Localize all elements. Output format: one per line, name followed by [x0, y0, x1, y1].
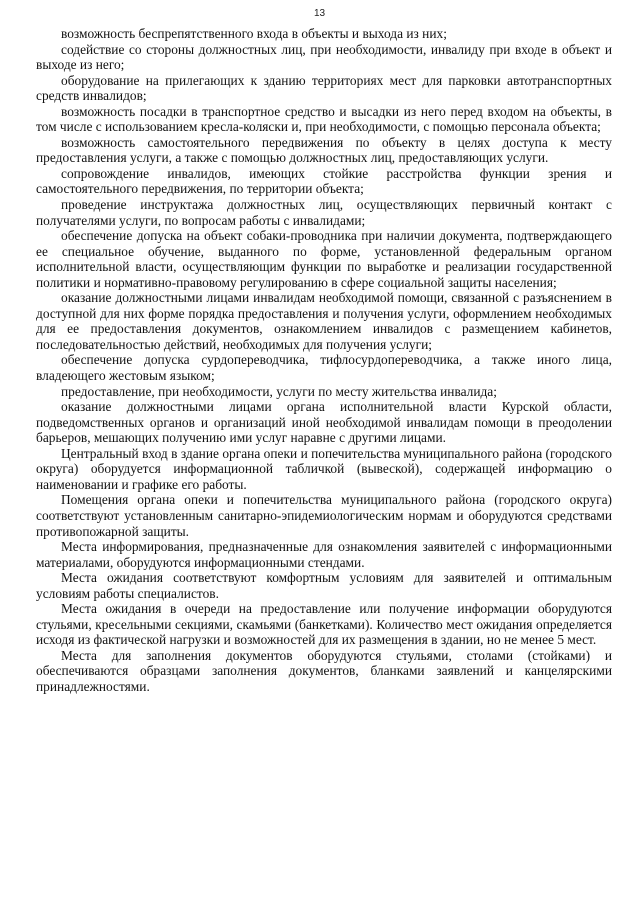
paragraph: возможность беспрепятственного входа в объекты и выхода из них;: [61, 26, 447, 41]
paragraph: оказание должностными лицами инвалидам необходимой помощи, связанной с разъяснением в доступной для них форме порядка предоставления и получения услуги, оформлением необходимых для ее предоставления документов, ознакомлением инвалидов с размещением кабинетов, последовательностью действий, необходимых для получения услуги;: [36, 290, 612, 352]
paragraph: Места ожидания соответствуют комфортным условиям для заявителей и оптимальным условиям работы специалистов.: [36, 570, 612, 601]
paragraph: оказание должностными лицами органа исполнительной власти Курской области, подведомственных органов и организаций иной необходимой инвалидам помощи в преодолении барьеров, мешающих получению ими услуг наравне с другими лицами.: [36, 399, 612, 446]
paragraph: Места информирования, предназначенные для ознакомления заявителей с информационными материалами, оборудуются информационными стендами.: [36, 539, 612, 570]
paragraph: предоставление, при необходимости, услуги по месту жительства инвалида;: [61, 383, 497, 399]
paragraph: проведение инструктажа должностных лиц, осуществляющих первичный контакт с получателями услуги, по вопросам работы с инвалидами;: [36, 197, 612, 228]
paragraph: возможность самостоятельного передвижения по объекту в целях доступа к месту предоставления услуги, а также с помощью должностных лиц, предоставляющих услуги.: [36, 134, 612, 166]
paragraph: содействие со стороны должностных лиц, при необходимости, инвалиду при входе в объект и выходе из него;: [36, 41, 612, 73]
paragraph: Помещения органа опеки и попечительства муниципального района (городского округа) соответствуют установленным санитарно-эпидемиологическим нормам и оборудуются средствами противопожарной защиты.: [36, 492, 612, 539]
paragraph: обеспечение допуска сурдопереводчика, тифлосурдопереводчика, а также иного лица, владеющего жестовым языком;: [36, 352, 612, 384]
paragraph: оборудование на прилегающих к зданию территориях мест для парковки автотранспортных средств инвалидов;: [36, 72, 612, 104]
page-number: 13: [313, 8, 326, 19]
paragraph: Места ожидания в очереди на предоставление или получение информации оборудуются стульями, кресельными секциями, скамьями (банкетками). Количество мест ожидания определяется исходя из фактической нагрузки и возможностей для их размещения в здании, но не менее 5 мест.: [36, 601, 612, 648]
paragraph: Центральный вход в здание органа опеки и попечительства муниципального района (городского округа) оборудуется информационной табличкой (вывеской), содержащей информацию о наименовании и графике его работы.: [36, 445, 612, 492]
paragraph: обеспечение допуска на объект собаки-проводника при наличии документа, подтверждающего ее специальное обучение, выданного по форме, установленной федеральным органом исполнительной власти, осуществляющим функции по выработке и реализации государственной политики и нормативно-правовому регулированию в сфере социальной защиты населения;: [36, 228, 612, 290]
paragraph: возможность посадки в транспортное средство и высадки из него перед входом на объекты, в том числе с использованием кресла-коляски и, при необходимости, с помощью персонала объекта;: [36, 103, 612, 135]
document-body: [36, 26, 612, 695]
paragraph: сопровождение инвалидов, имеющих стойкие расстройства функции зрения и самостоятельного передвижения, по территории объекта;: [36, 165, 612, 197]
paragraph: Места для заполнения документов оборудуются стульями, столами (стойками) и обеспечиваются образцами заполнения документов, бланками заявлений и канцелярскими принадлежностями.: [36, 647, 612, 694]
